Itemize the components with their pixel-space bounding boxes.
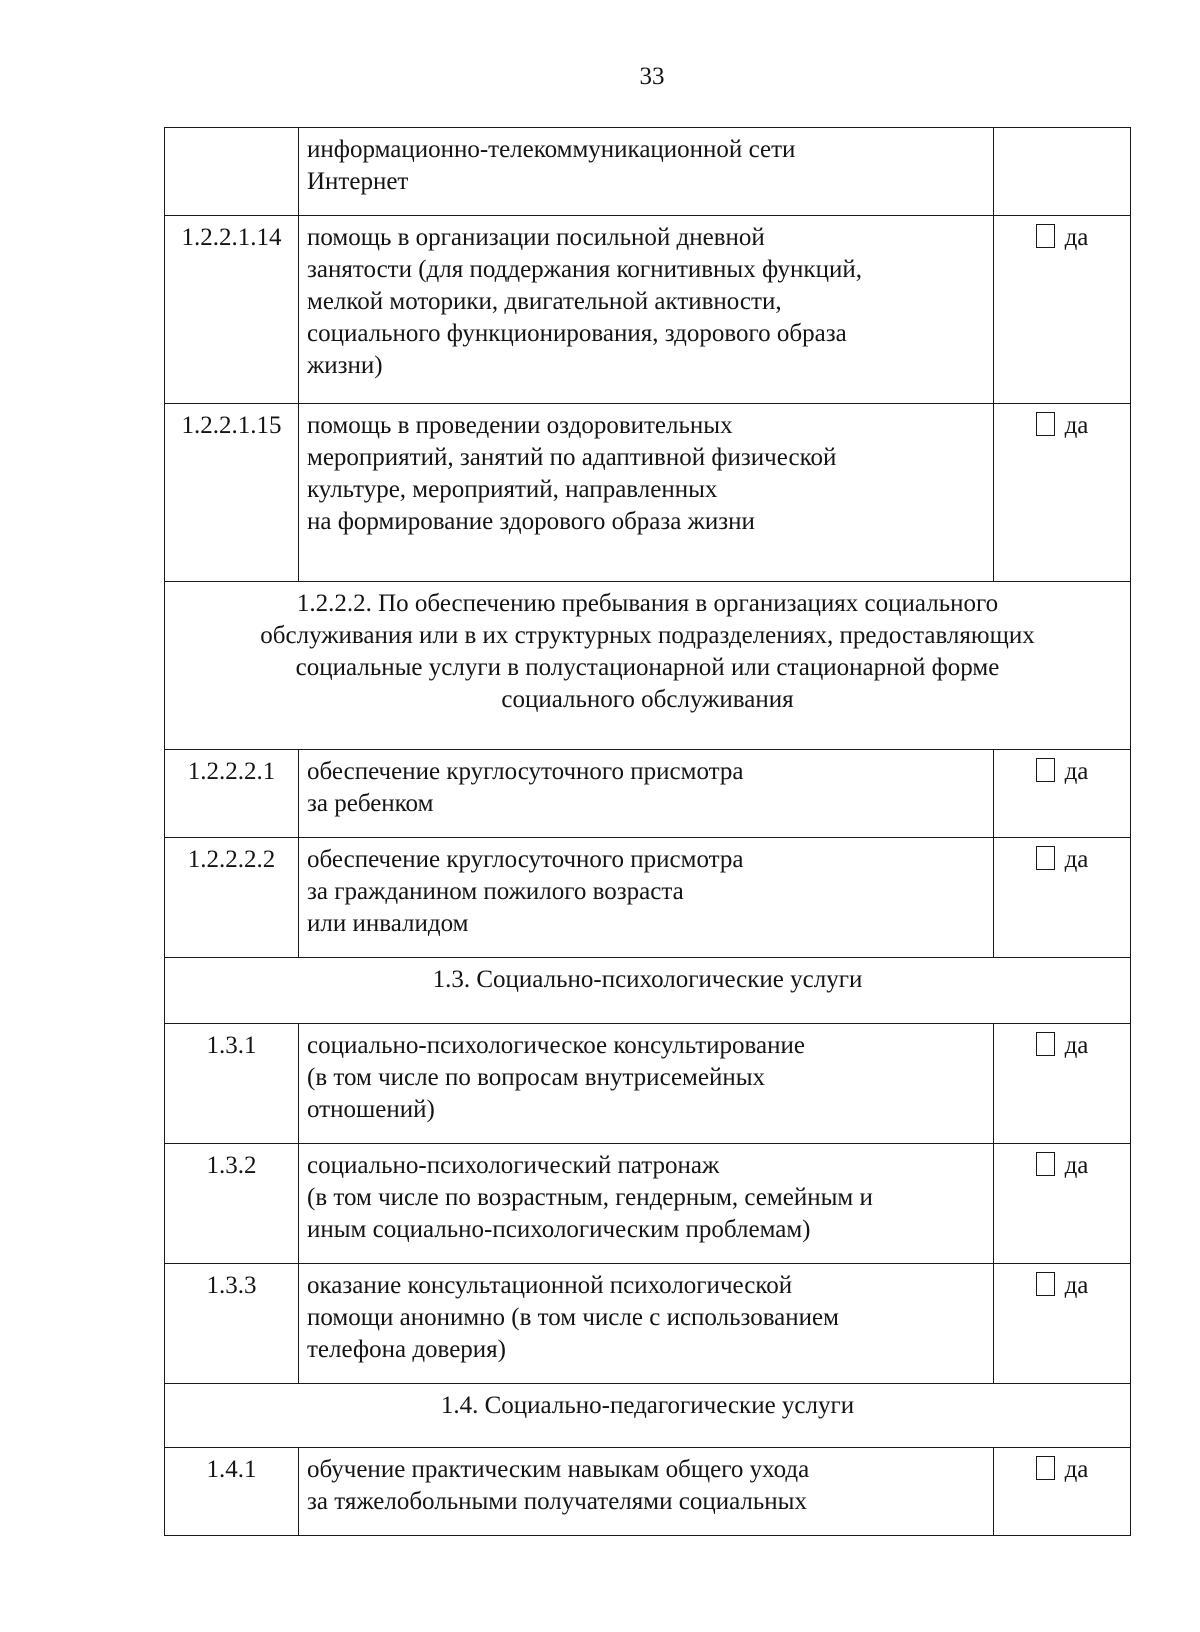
description-line: отношений): [307, 1096, 435, 1123]
section-heading-line: социального обслуживания: [501, 686, 794, 713]
service-description: [299, 838, 994, 958]
description-line: помощь в организации посильной дневной: [307, 224, 765, 251]
description-line: социально-психологическое консультирование: [307, 1032, 805, 1059]
checkbox[interactable]: [1036, 1152, 1055, 1176]
table-row-1.2.2.1.14: [165, 216, 1131, 404]
service-code: 1.4.1: [165, 1448, 299, 1536]
description-line: или инвалидом: [307, 910, 469, 937]
checkbox[interactable]: [1036, 412, 1055, 436]
description-line: за гражданином пожилого возраста: [307, 878, 684, 905]
check-cell: [994, 1144, 1131, 1264]
section-heading: [165, 1384, 1131, 1448]
service-code: 1.2.2.1.14: [165, 216, 299, 404]
section-row-1.3: [165, 958, 1131, 1024]
description-line: обучение практическим навыкам общего ухода: [307, 1456, 810, 1483]
checkbox-label: да: [1064, 1032, 1089, 1059]
description-line: социального функционирования, здорового образа: [307, 320, 847, 347]
section-row-1.4: [165, 1384, 1131, 1448]
service-description: [299, 216, 994, 404]
page-number: 33: [639, 63, 665, 90]
check-cell: [994, 404, 1131, 582]
section-heading-line: обслуживания или в их структурных подразделениях, предоставляющих: [260, 622, 1035, 649]
table-row-continuation: [165, 128, 1131, 216]
checkbox-label: да: [1064, 224, 1089, 251]
table-row-1.2.2.1.15: [165, 404, 1131, 582]
description-line: мероприятий, занятий по адаптивной физической: [307, 444, 837, 471]
checkbox-label: да: [1064, 412, 1089, 439]
section-heading-line: 1.4. Социально-педагогические услуги: [440, 1392, 855, 1419]
description-line: культуре, мероприятий, направленных: [307, 476, 718, 503]
checkbox[interactable]: [1036, 758, 1055, 782]
table-row-1.2.2.2.2: [165, 838, 1131, 958]
section-row-1.2.2.2: [165, 582, 1131, 750]
table-row-1.3.3: [165, 1264, 1131, 1384]
service-description: [299, 128, 994, 216]
description-line: (в том числе по возрастным, гендерным, семейным и: [307, 1184, 873, 1211]
services-table: [164, 127, 1131, 1536]
checkbox-label: да: [1064, 1152, 1089, 1179]
description-line: социально-психологический патронаж: [307, 1152, 720, 1179]
service-description: [299, 404, 994, 582]
checkbox-label: да: [1064, 758, 1089, 785]
description-line: информационно-телекоммуникационной сети: [307, 136, 796, 163]
service-code-cell: [165, 128, 299, 216]
description-line: помощь в проведении оздоровительных: [307, 412, 733, 439]
description-line: жизни): [307, 352, 383, 379]
checkbox[interactable]: [1036, 1272, 1055, 1296]
description-line: (в том числе по вопросам внутрисемейных: [307, 1064, 766, 1091]
check-cell: [994, 1024, 1131, 1144]
checkbox-label: да: [1064, 1456, 1089, 1483]
service-description: [299, 1024, 994, 1144]
service-description: [299, 1264, 994, 1384]
table-row-1.3.1: [165, 1024, 1131, 1144]
check-cell: [994, 838, 1131, 958]
section-heading: [165, 958, 1131, 1024]
checkbox[interactable]: [1036, 1032, 1055, 1056]
checkbox-label: да: [1064, 1272, 1089, 1299]
checkbox[interactable]: [1036, 846, 1055, 870]
section-heading: [165, 582, 1131, 750]
check-cell: [994, 750, 1131, 838]
service-code: 1.3.1: [165, 1024, 299, 1144]
service-code: 1.3.3: [165, 1264, 299, 1384]
table-row-1.4.1: [165, 1448, 1131, 1536]
table-row-1.2.2.2.1: [165, 750, 1131, 838]
description-line: телефона доверия): [307, 1336, 506, 1363]
service-code: 1.3.2: [165, 1144, 299, 1264]
description-line: за ребенком: [307, 790, 434, 817]
table-row-1.3.2: [165, 1144, 1131, 1264]
service-description: [299, 1448, 994, 1536]
service-description: [299, 750, 994, 838]
description-line: на формирование здорового образа жизни: [307, 508, 755, 535]
description-line: занятости (для поддержания когнитивных функций,: [307, 256, 862, 283]
service-code: 1.2.2.2.1: [165, 750, 299, 838]
service-code: 1.2.2.2.2: [165, 838, 299, 958]
check-cell: [994, 1448, 1131, 1536]
description-line: обеспечение круглосуточного присмотра: [307, 846, 744, 873]
description-line: Интернет: [307, 168, 409, 195]
service-description: [299, 1144, 994, 1264]
description-line: оказание консультационной психологической: [307, 1272, 793, 1299]
description-line: помощи анонимно (в том числе с использованием: [307, 1304, 839, 1331]
check-cell: [994, 128, 1131, 216]
description-line: иным социально-психологическим проблемам): [307, 1216, 811, 1243]
service-code: 1.2.2.1.15: [165, 404, 299, 582]
check-cell: [994, 216, 1131, 404]
checkbox[interactable]: [1036, 224, 1055, 248]
section-heading-line: социальные услуги в полустационарной или стационарной форме: [295, 654, 1000, 681]
check-cell: [994, 1264, 1131, 1384]
section-heading-line: 1.2.2.2. По обеспечению пребывания в организациях социального: [296, 590, 999, 617]
description-line: за тяжелобольными получателями социальных: [307, 1488, 807, 1515]
description-line: мелкой моторики, двигательной активности,: [307, 288, 782, 315]
section-heading-line: 1.3. Социально-психологические услуги: [432, 966, 863, 993]
description-line: обеспечение круглосуточного присмотра: [307, 758, 744, 785]
checkbox-label: да: [1064, 846, 1089, 873]
checkbox[interactable]: [1036, 1456, 1055, 1480]
